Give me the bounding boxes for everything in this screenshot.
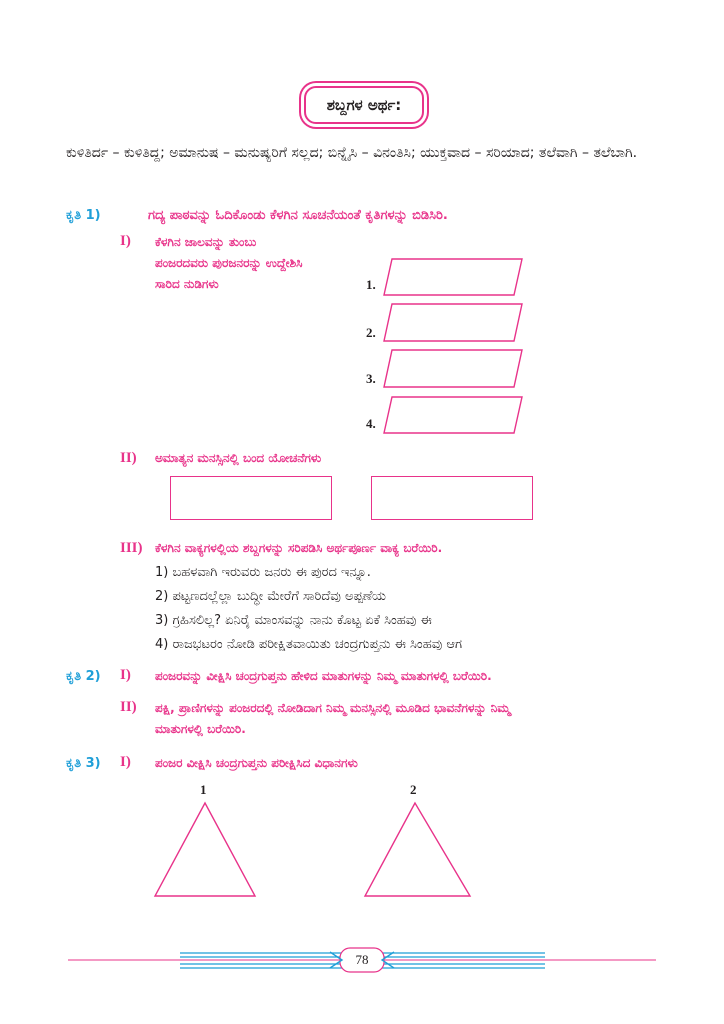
box-number-3: 3. xyxy=(366,371,376,386)
task1-label: ಕೃತಿ 1) xyxy=(66,208,101,223)
task3-part1-roman: I) xyxy=(120,754,131,770)
task1-part1-line1: ಕೆಳಗಿನ ಜಾಲವನ್ನು ತುಂಬು xyxy=(155,235,257,249)
task2-part1-text: ಪಂಜರವನ್ನು ವೀಕ್ಷಿಸಿ ಚಂದ್ರಗುಪ್ತನು ಹೇಳಿದ ಮಾತುಗಳನ್ನು ನಿಮ್ಮ ಮಾತುಗಳಲ್ಲಿ ಬರೆಯಿರಿ. xyxy=(155,669,492,683)
box-number-2: 2. xyxy=(366,325,376,340)
glossary-text: ಕುಳಿತಿರ್ದ – ಕುಳಿತಿದ್ದ; ಅಮಾನುಷ – ಮನುಷ್ಯರಿಗೆ ಸಲ್ಲದ; ಬಿನ್ನೈಸಿ – ವಿನಂತಿಸಿ; ಯುಕ್ತವಾದ – ಸರಿಯಾದ; ತಲೆವಾಗಿ – ತಲೆಬಾಗಿ. xyxy=(66,145,638,161)
answer-box-2[interactable] xyxy=(384,304,522,341)
triangle-2[interactable] xyxy=(365,803,470,896)
task1-part3-roman: III) xyxy=(120,540,143,556)
answer-boxes xyxy=(380,252,530,442)
task2-label: ಕೃತಿ 2) xyxy=(66,669,101,684)
task1-part2-roman: II) xyxy=(120,450,137,466)
sentence-item-2: 2) ಪಟ್ಟಣದಲ್ಲೆಲ್ಲಾ ಬುದ್ಧೀ ಮೇರೆಗೆ ಸಾರಿದೆವು ಅಪ್ಪಣೆಯ xyxy=(155,589,386,604)
sentence-item-1: 1) ಬಹಳವಾಗಿ ಇರುವರು ಜನರು ಈ ಪುರದ ಇನ್ನೂ. xyxy=(155,565,371,580)
triangle-label-1: 1 xyxy=(200,782,207,797)
task1-part1-line2: ಪಂಜರದವರು ಪುರಜನರನ್ನು ಉದ್ದೇಶಿಸಿ xyxy=(155,256,303,270)
box-number-1: 1. xyxy=(366,277,376,292)
answer-box-4[interactable] xyxy=(384,397,522,433)
task1-part1-roman: I) xyxy=(120,233,131,249)
thought-box-2[interactable] xyxy=(371,476,533,520)
answer-box-1[interactable] xyxy=(384,259,522,295)
triangle-1[interactable] xyxy=(155,803,255,896)
sentence-item-4: 4) ರಾಜಭಟರಂ ನೋಡಿ ಪರೀಕ್ಷಿತವಾಯಿತು ಚಂದ್ರಗುಪ್ತನು ಈ ಸಿಂಹವು ಆಗ xyxy=(155,637,463,652)
sentence-item-3: 3) ಗ್ರಹಿಸಲಿಲ್ಲ? ಏನಿರೈ ಮಾಂಸವನ್ನು ನಾನು ಕೊಟ್ಟ ಏಕೆ ಸಿಂಹವು ಈ xyxy=(155,613,432,628)
thought-box-1[interactable] xyxy=(170,476,332,520)
task1-part3-text: ಕೆಳಗಿನ ವಾಕ್ಯಗಳಲ್ಲಿಯ ಶಬ್ದಗಳನ್ನು ಸರಿಪಡಿಸಿ ಅರ್ಥಪೂರ್ಣ ವಾಕ್ಯ ಬರೆಯಿರಿ. xyxy=(155,541,443,555)
task1-part1-line3: ಸಾರಿದ ನುಡಿಗಳು xyxy=(155,277,219,291)
task3-label: ಕೃತಿ 3) xyxy=(66,756,101,771)
task3-part1-text: ಪಂಜರ ವೀಕ್ಷಿಸಿ ಚಂದ್ರಗುಪ್ತನು ಪರೀಕ್ಷಿಸಿದ ವಿಧಾನಗಳು xyxy=(155,756,358,770)
task1-part2-text: ಅಮಾತ್ಯನ ಮನಸ್ಸಿನಲ್ಲಿ ಬಂದ ಯೋಚನೆಗಳು xyxy=(155,451,322,465)
task2-part2-line1: ಪಕ್ಷಿ, ಪ್ರಾಣಿಗಳನ್ನು ಪಂಜರದಲ್ಲಿ ನೋಡಿದಾಗ ನಿಮ್ಮ ಮನಸ್ಸಿನಲ್ಲಿ ಮೂಡಿದ ಭಾವನೆಗಳನ್ನು ನಿಮ್ಮ xyxy=(155,701,511,715)
task1-instruction: ಗದ್ಯ ಪಾಠವನ್ನು ಓದಿಕೊಂಡು ಕೆಳಗಿನ ಸೂಚನೆಯಂತೆ ಕೃತಿಗಳನ್ನು ಬಿಡಿಸಿರಿ. xyxy=(148,208,448,223)
task2-part2-roman: II) xyxy=(120,699,137,715)
task2-part1-roman: I) xyxy=(120,667,131,683)
triangles xyxy=(150,800,480,900)
triangle-label-2: 2 xyxy=(410,782,417,797)
task2-part2-line2: ಮಾತುಗಳಲ್ಲಿ ಬರೆಯಿರಿ. xyxy=(155,722,246,736)
section-heading: ಶಬ್ದಗಳ ಅರ್ಥ: xyxy=(304,86,424,124)
answer-box-3[interactable] xyxy=(384,350,522,387)
box-number-4: 4. xyxy=(366,416,376,431)
page-number: 78 xyxy=(355,952,369,967)
